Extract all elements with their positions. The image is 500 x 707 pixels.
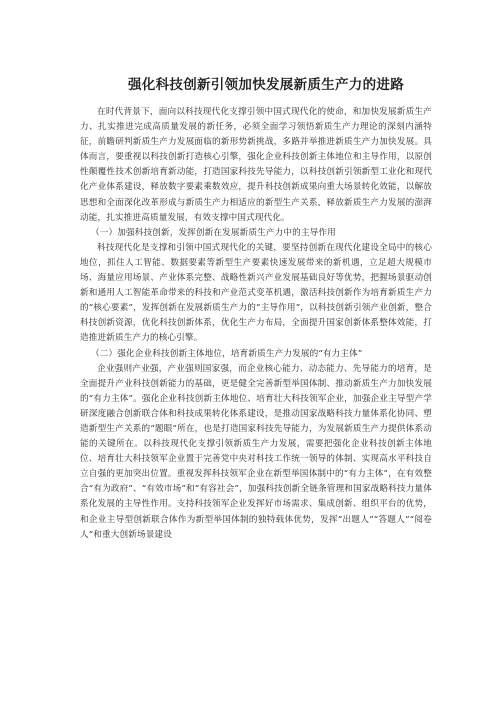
section-2-paragraph: 企业强则产业强，产业强则国家强，而企业核心能力、动态能力、先导能力的培育，是全面提升产业科技创新能力的基础，更是健全完善新型举国体制、推动新质生产力加快发展的“有力主体”。强化企业科技创新主体地位、培育壮大科技领军企业，加强企业主导型产学研深度融合创新联合体和科技成果转化体系建设，是推动国家战略科技力量体系化协同、塑造新型生产关系的“题眼”所在，也是打造国家科技先导能力，为发展新质生产力提供体系动能的关键所在。以科技现代化支撑引领新质生产力发展，需要把强化企业科技创新主体地位、培育壮大科技领军企业置于完善党中央对科技工作统一领导的体制、实现高水平科技自立自强的更加突出位置。重视发挥科技领军企业在新型举国体制中的“有力主体”，在有效整合“有为政府”、“有效市场”和“有容社会”，加强科技创新全链条管理和国家战略科技力量体系化发展的主导性作用。支持科技领军企业发挥好市场需求、集成创新、组织平台的优势，和企业主导型创新联合体作为新型举国体制的独特载体优势，发挥“出题人”“答题人”“阅卷人”和重大创新场景建设 <box>80 363 432 540</box>
section-heading-2: （二）强化企业科技创新主体地位，培育新质生产力发展的“有力主体” <box>91 348 363 359</box>
section-heading-1: （一）加强科技创新，发挥创新在发展新质生产力中的主导作用 <box>91 227 336 238</box>
section-1-paragraph: 科技现代化是支撑和引领中国式现代化的关键，要坚持创新在现代化建设全局中的核心地位，抓住人工智能、数据要素等新型生产要素快速发展带来的新机遇，立足超大规模市场、海量应用场景、产业体系完整、战略性新兴产业发展基础良好等优势，把握场景驱动创新和通用人工智能革命带来的科技和产业范式变革机遇，激活科技创新作为培育新质生产力的“核心要素”，发挥创新在发展新质生产力的“主导作用”，以科技创新引领产业创新，整合科技创新资源，优化科技创新体系，优化生产力布局，全面提升国家创新体系整体效能，打造推进新质生产力的核心引擎。 <box>80 242 432 344</box>
intro-paragraph: 在时代背景下，面向以科技现代化支撑引领中国式现代化的使命，和加快发展新质生产力、扎实推进完成高质量发展的新任务，必须全面学习领悟新质生产力理论的深刻内涵特征，前瞻研判新质生产力发展面临的新形势新挑战，多路并举推进新质生产力加快发展。具体而言，要重视以科技创新打造核心引擎，强化企业科技创新主体地位和主导作用，以原创性颠覆性技术创新培育新动能，打造国家科技先导能力，以科技创新引领新型工业化和现代化产业体系建设，释放数字要素乘数效应，提升科技创新成果向重大场景转化效能，以解放思想和全面深化改革形成与新质生产力相适应的新型生产关系，释放新质生产力发展的澎湃动能，扎实推进高质量发展，有效支撑中国式现代化。 <box>80 107 432 223</box>
document-title: 强化科技创新引领加快发展新质生产力的进路 <box>128 77 404 93</box>
